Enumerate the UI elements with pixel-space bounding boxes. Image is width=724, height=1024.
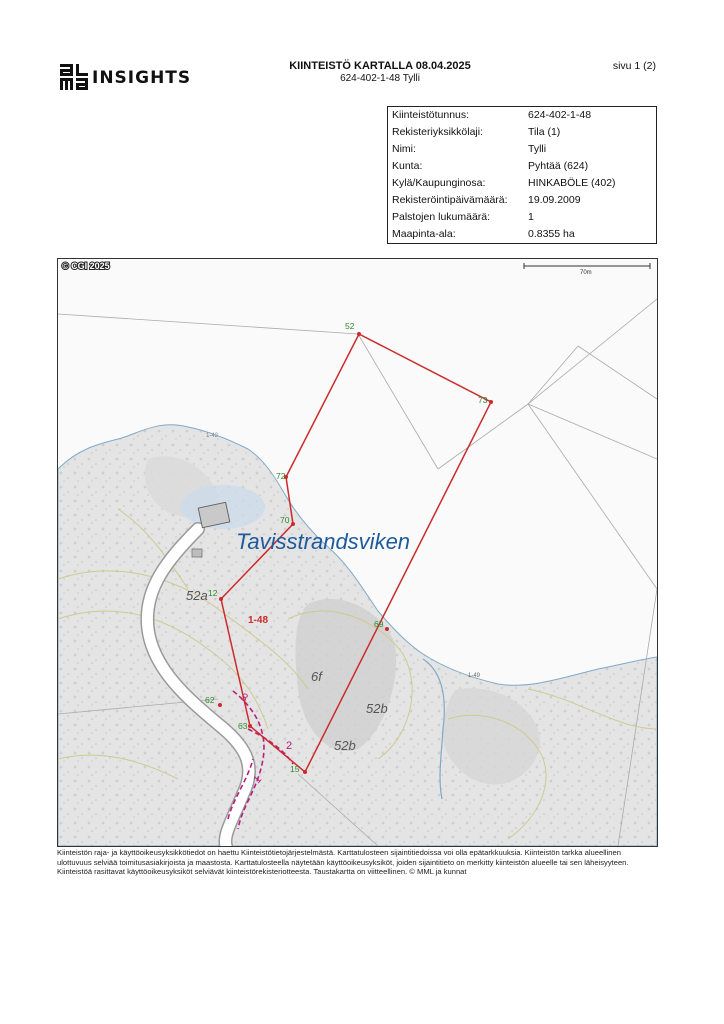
disclaimer-text: Kiinteistön raja- ja käyttöoikeusyksikkötiedot on haettu Kiinteistötietojärjestelmästä. Karttatulosteen sijaintitiedoissa voi olla epätarkkuuksia. Kiinteistön tarkka alueellinen ulottuvuus selviää toimitusasiakirjoista ja maastosta. Karttatulosteella näytetään käyttöoikeusyksiköt, joiden sijaintitieto on merkitty kiinteistön alueelle tai sen läheisyyteen. Kiinteistöä rasittavat käyttöoikeusyksiköt selviävät kiinteistörekisteriotteesta. Taustakartta on viitteellinen. © MML ja kunnat [57, 848, 629, 877]
area-label: 52b [366, 701, 388, 716]
easement-label: 1 [251, 773, 265, 786]
property-info-table [387, 106, 657, 244]
point-label: 62 [205, 695, 215, 705]
document-title [260, 60, 500, 84]
alma-insights-logo [60, 64, 191, 92]
row-label: Rekisteröintipäivämäärä: [392, 194, 508, 206]
point-label: 52 [345, 321, 355, 331]
table-row [388, 141, 657, 158]
row-label: Nimi: [392, 143, 416, 155]
table-row [388, 209, 657, 226]
point-label: 15 [290, 764, 300, 774]
neighbor-parcel-label: 1-49 [468, 673, 481, 679]
bay-name: Tavisstrandsviken [236, 529, 411, 554]
point-label: 70 [280, 515, 290, 525]
map-canvas [58, 259, 657, 846]
easement-label: 3 [238, 691, 250, 705]
table-row [388, 175, 657, 192]
row-value: 624-402-1-48 [528, 109, 592, 121]
point-label: 73 [478, 395, 488, 405]
row-value: 1 [528, 211, 534, 223]
row-value: HINKABÖLE (402) [528, 177, 616, 189]
area-label: 52a [186, 588, 208, 603]
point-label: 12 [208, 588, 218, 598]
row-label: Rekisteriyksikkölaji: [392, 126, 484, 138]
row-value: Pyhtää (624) [528, 160, 589, 172]
row-label: Kunta: [392, 160, 423, 172]
point-label: 72 [276, 471, 286, 481]
building [192, 549, 202, 557]
table-row [388, 107, 657, 125]
map-copyright: © CGI 2025 [62, 261, 110, 271]
page-title: KIINTEISTÖ KARTALLA 08.04.2025 [289, 60, 471, 72]
row-value: 19.09.2009 [528, 194, 581, 206]
page-subtitle: 624-402-1-48 Tylli [340, 73, 420, 84]
row-label: Kylä/Kaupunginosa: [392, 177, 486, 189]
table-row [388, 192, 657, 209]
row-label: Palstojen lukumäärä: [392, 211, 491, 223]
easement-label: 2 [286, 740, 293, 752]
point-label: 69 [374, 619, 384, 629]
alma-logo-icon [60, 64, 90, 92]
row-label: Kiinteistötunnus: [392, 109, 470, 121]
row-value: 0.8355 ha [528, 228, 575, 240]
row-label: Maapinta-ala: [392, 228, 456, 240]
area-label: 6f [311, 669, 322, 684]
parcel-label: 1-48 [248, 615, 269, 626]
area-label: 52b [334, 738, 356, 753]
small-parcel-label: 1-42 [206, 433, 219, 439]
point-label: 63 [238, 721, 248, 731]
row-value: Tila (1) [528, 126, 561, 138]
table-row [388, 124, 657, 141]
table-row [388, 226, 657, 244]
page-number: sivu 1 (2) [612, 60, 656, 72]
scale-label: 70m [580, 270, 592, 276]
property-map[interactable] [57, 258, 658, 847]
table-row [388, 158, 657, 175]
row-value: Tylli [528, 143, 547, 155]
brand-text: INSIGHTS [92, 68, 192, 88]
